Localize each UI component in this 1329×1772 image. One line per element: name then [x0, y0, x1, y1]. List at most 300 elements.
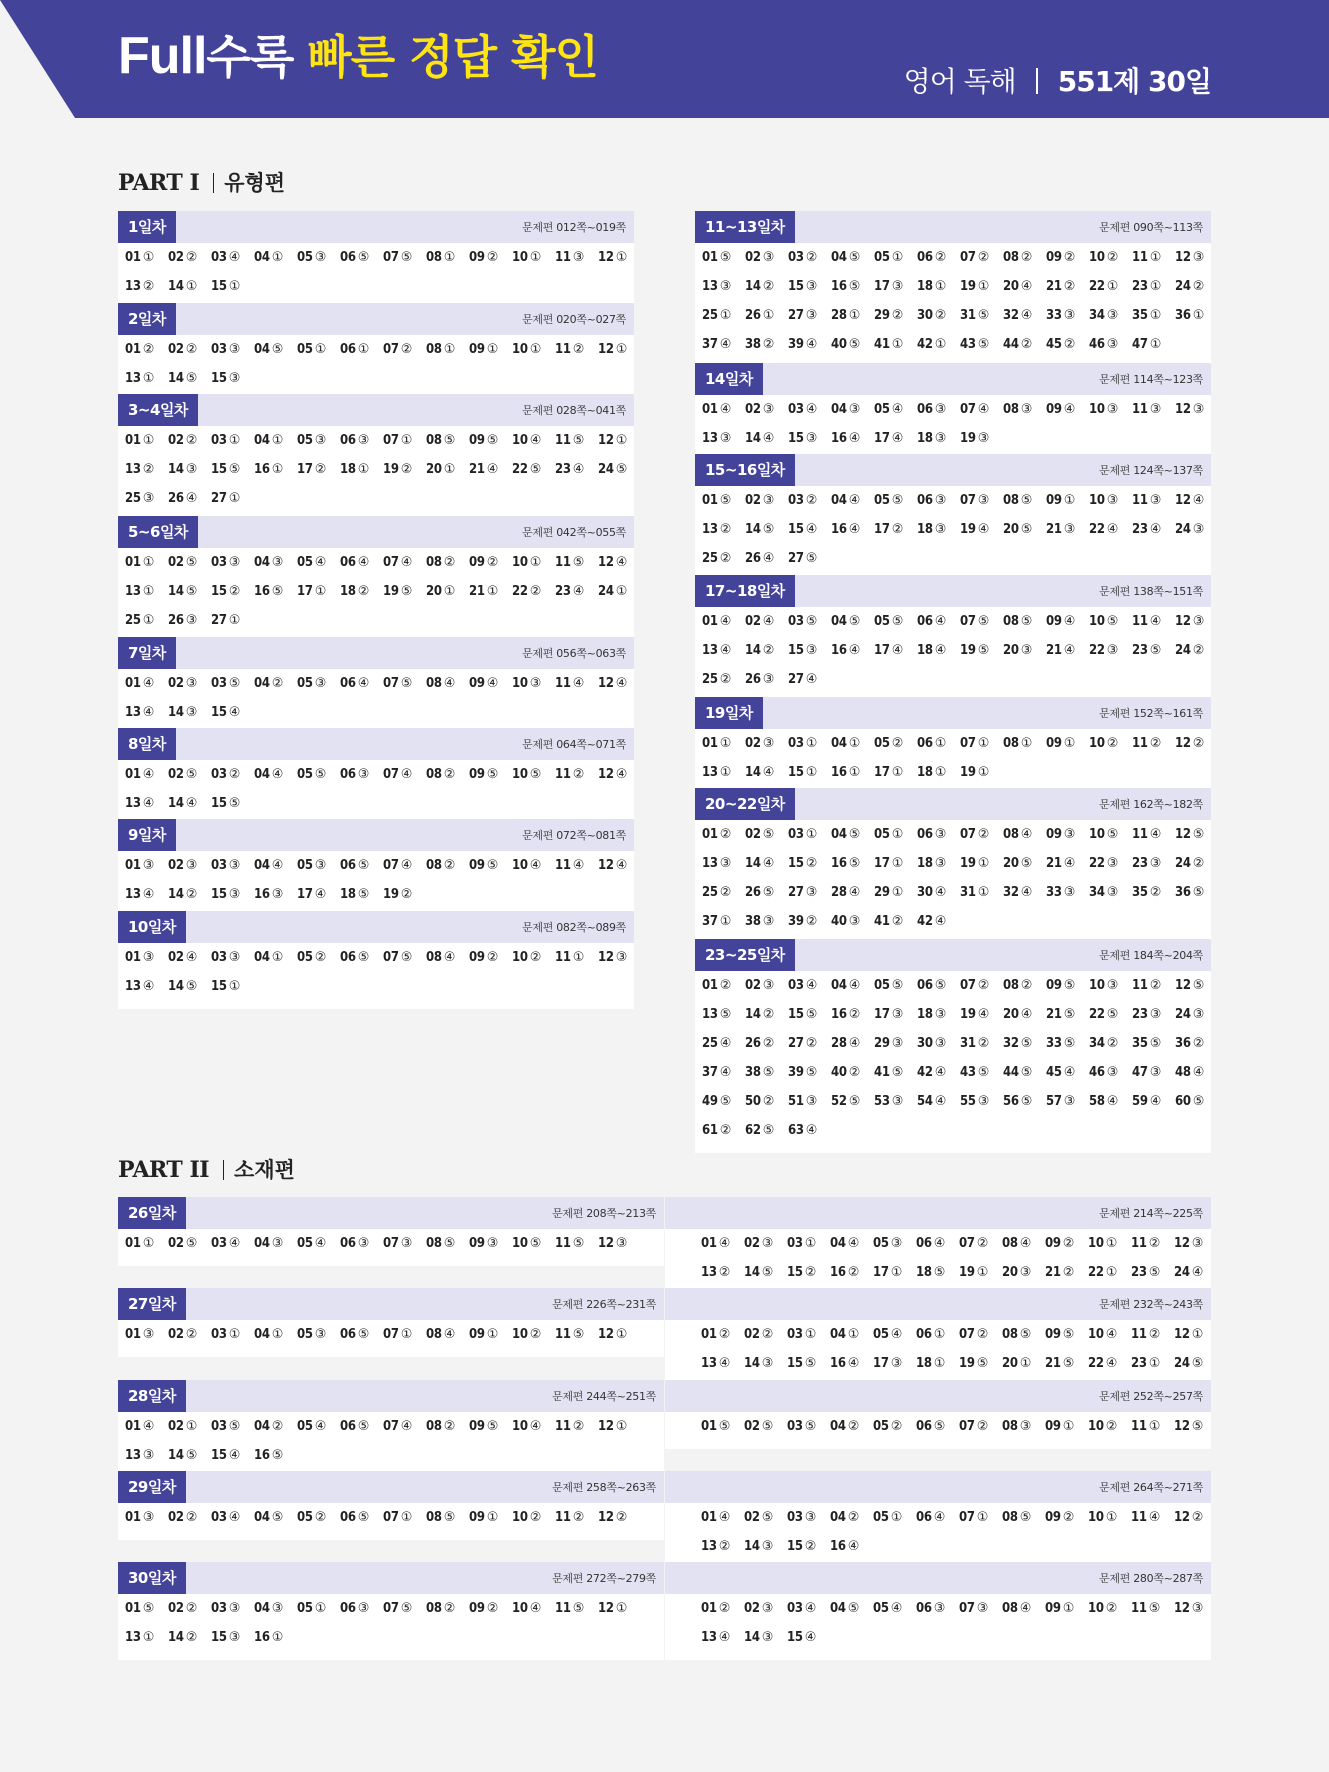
- answer-choice: ⑤: [185, 555, 198, 570]
- answer-item: [168, 1629, 211, 1658]
- answer-choice: ⑤: [572, 555, 585, 570]
- answer-choice: ⑤: [718, 1419, 731, 1434]
- answer-item: [1089, 855, 1132, 884]
- question-number: 01: [701, 1327, 717, 1342]
- answer-choice: ①: [977, 736, 990, 751]
- answer-grid: [118, 243, 634, 309]
- answer-item: [916, 1600, 959, 1629]
- question-number: 27: [211, 613, 227, 628]
- block-header: [665, 1197, 1211, 1229]
- answer-item: [168, 432, 211, 461]
- question-number: 10: [512, 1601, 528, 1616]
- question-number: 09: [1045, 1419, 1061, 1434]
- answer-item: [383, 1509, 426, 1538]
- answer-item: [469, 766, 512, 795]
- answer-block: [118, 303, 634, 401]
- question-number: 06: [916, 1327, 932, 1342]
- question-number: 04: [831, 827, 847, 842]
- answer-choice: ①: [934, 765, 947, 780]
- answer-item: [831, 492, 874, 521]
- answer-choice: ⑤: [228, 796, 241, 811]
- answer-choice: ④: [762, 551, 775, 566]
- answer-item: [1132, 977, 1175, 1006]
- answer-grid: [665, 1229, 1211, 1295]
- answer-choice: ④: [890, 1327, 903, 1342]
- question-number: 13: [702, 856, 718, 871]
- question-number: 01: [125, 858, 141, 873]
- answer-choice: ①: [615, 250, 628, 265]
- answer-choice: ③: [357, 1236, 370, 1251]
- answer-choice: ③: [934, 431, 947, 446]
- question-number: 03: [787, 1236, 803, 1251]
- answer-choice: ③: [762, 914, 775, 929]
- answer-choice: ①: [1063, 736, 1076, 751]
- answer-choice: ③: [719, 431, 732, 446]
- question-number: 53: [874, 1094, 890, 1109]
- question-number: 17: [874, 279, 890, 294]
- question-number: 03: [788, 736, 804, 751]
- question-number: 06: [917, 250, 933, 265]
- answer-item: [873, 1418, 916, 1447]
- answer-choice: ④: [486, 676, 499, 691]
- answer-choice: ③: [933, 1601, 946, 1616]
- answer-item: [788, 401, 831, 430]
- answer-grid: [118, 669, 634, 735]
- question-number: 42: [917, 1065, 933, 1080]
- answer-choice: ⑤: [1063, 1007, 1076, 1022]
- answer-choice: ④: [718, 1630, 731, 1645]
- page-range: 문제편 012쪽~019쪽: [522, 221, 626, 234]
- question-number: 15: [788, 765, 804, 780]
- question-number: 10: [512, 1236, 528, 1251]
- answer-item: [744, 1418, 787, 1447]
- question-number: 15: [211, 279, 227, 294]
- question-number: 08: [426, 950, 442, 965]
- answer-choice: ①: [848, 765, 861, 780]
- question-number: 10: [1088, 1419, 1104, 1434]
- question-number: 09: [469, 858, 485, 873]
- answer-item: [383, 1418, 426, 1447]
- day-label: 9일차: [118, 819, 176, 851]
- answer-item: [469, 341, 512, 370]
- answer-choice: ⑤: [891, 614, 904, 629]
- answer-item: [917, 613, 960, 642]
- answer-item: [297, 554, 340, 583]
- question-number: 19: [959, 1265, 975, 1280]
- answer-choice: ①: [1105, 1265, 1118, 1280]
- answer-item: [959, 1600, 1002, 1629]
- question-number: 12: [1175, 736, 1191, 751]
- question-number: 01: [701, 1419, 717, 1434]
- answer-item: [917, 401, 960, 430]
- answer-choice: ④: [977, 1007, 990, 1022]
- answer-choice: ④: [934, 614, 947, 629]
- answer-choice: ③: [762, 978, 775, 993]
- answer-item: [787, 1235, 830, 1264]
- day-label: 1일차: [118, 211, 176, 243]
- question-number: 41: [874, 337, 890, 352]
- answer-choice: ①: [848, 736, 861, 751]
- answer-choice: ③: [228, 887, 241, 902]
- question-number: 02: [168, 858, 184, 873]
- answer-item: [598, 1600, 641, 1629]
- answer-choice: ⑤: [400, 250, 413, 265]
- question-number: 28: [831, 1036, 847, 1051]
- answer-item: [874, 521, 917, 550]
- question-number: 25: [702, 885, 718, 900]
- question-number: 30: [917, 1036, 933, 1051]
- answer-item: [211, 249, 254, 278]
- answer-choice: ④: [719, 1065, 732, 1080]
- question-number: 47: [1132, 337, 1148, 352]
- answer-item: [125, 1509, 168, 1538]
- answer-item: [959, 1418, 1002, 1447]
- answer-choice: ①: [848, 308, 861, 323]
- answer-choice: ④: [443, 950, 456, 965]
- answer-item: [1089, 1035, 1132, 1064]
- answer-item: [168, 461, 211, 490]
- question-number: 02: [168, 433, 184, 448]
- answer-item: [383, 554, 426, 583]
- answer-choice: ①: [1192, 308, 1205, 323]
- answer-item: [1089, 278, 1132, 307]
- answer-item: [211, 675, 254, 704]
- answer-choice: ⑤: [805, 614, 818, 629]
- answer-choice: ⑤: [1148, 1601, 1161, 1616]
- answer-choice: ⑤: [977, 643, 990, 658]
- question-number: 09: [1045, 1327, 1061, 1342]
- answer-choice: ②: [761, 1327, 774, 1342]
- question-number: 06: [340, 555, 356, 570]
- answer-choice: ⑤: [486, 858, 499, 873]
- answer-choice: ③: [761, 1539, 774, 1554]
- answer-item: [1089, 521, 1132, 550]
- answer-choice: ①: [529, 342, 542, 357]
- answer-choice: ③: [762, 402, 775, 417]
- question-number: 15: [211, 887, 227, 902]
- answer-choice: ②: [486, 555, 499, 570]
- answer-choice: ④: [762, 431, 775, 446]
- answer-item: [1175, 826, 1218, 855]
- question-number: 04: [254, 950, 270, 965]
- answer-item: [701, 1509, 744, 1538]
- question-number: 13: [702, 522, 718, 537]
- answer-item: [1003, 1064, 1046, 1093]
- question-number: 04: [254, 342, 270, 357]
- question-number: 12: [598, 950, 614, 965]
- question-number: 02: [168, 1601, 184, 1616]
- answer-choice: ③: [719, 279, 732, 294]
- answer-choice: ④: [1106, 1094, 1119, 1109]
- answer-choice: ⑤: [529, 1236, 542, 1251]
- answer-choice: ①: [443, 342, 456, 357]
- question-number: 25: [125, 613, 141, 628]
- question-number: 14: [745, 856, 761, 871]
- answer-choice: ③: [1106, 885, 1119, 900]
- answer-item: [340, 1418, 383, 1447]
- answer-item: [788, 249, 831, 278]
- answer-choice: ②: [572, 1419, 585, 1434]
- question-number: 11: [555, 433, 571, 448]
- answer-choice: ③: [762, 736, 775, 751]
- question-number: 32: [1003, 308, 1019, 323]
- question-number: 09: [1046, 978, 1062, 993]
- answer-choice: ②: [762, 643, 775, 658]
- question-number: 03: [211, 950, 227, 965]
- question-number: 10: [1089, 250, 1105, 265]
- answer-item: [917, 1006, 960, 1035]
- question-number: 02: [745, 493, 761, 508]
- question-number: 13: [125, 1630, 141, 1645]
- block-header: [695, 697, 1211, 729]
- answer-choice: ③: [271, 1236, 284, 1251]
- answer-choice: ④: [762, 614, 775, 629]
- question-number: 16: [830, 1539, 846, 1554]
- question-number: 01: [125, 250, 141, 265]
- question-number: 04: [831, 250, 847, 265]
- answer-choice: ④: [1020, 885, 1033, 900]
- question-number: 11: [1131, 1510, 1147, 1525]
- answer-item: [788, 613, 831, 642]
- answer-item: [340, 432, 383, 461]
- question-number: 14: [168, 705, 184, 720]
- question-number: 10: [512, 767, 528, 782]
- answer-item: [125, 675, 168, 704]
- question-number: 33: [1046, 308, 1062, 323]
- question-number: 20: [426, 462, 442, 477]
- question-number: 03: [788, 493, 804, 508]
- answer-item: [1132, 401, 1175, 430]
- answer-choice: ③: [762, 493, 775, 508]
- answer-item: [1046, 521, 1089, 550]
- page-range: 문제편 272쪽~279쪽: [552, 1572, 656, 1585]
- answer-choice: ③: [1149, 856, 1162, 871]
- answer-item: [125, 1235, 168, 1264]
- question-number: 17: [874, 431, 890, 446]
- day-label: 19일차: [695, 697, 763, 729]
- answer-choice: ①: [142, 613, 155, 628]
- block-header: [118, 516, 634, 548]
- answer-choice: ⑤: [1063, 1036, 1076, 1051]
- answer-item: [1132, 336, 1175, 365]
- answer-choice: ⑤: [357, 887, 370, 902]
- answer-choice: ③: [1019, 1419, 1032, 1434]
- answer-item: [1175, 521, 1218, 550]
- answer-item: [512, 249, 555, 278]
- question-number: 02: [744, 1510, 760, 1525]
- question-number: 16: [254, 1448, 270, 1463]
- answer-choice: ②: [847, 1419, 860, 1434]
- answer-item: [469, 857, 512, 886]
- answer-choice: ②: [1106, 250, 1119, 265]
- question-number: 61: [702, 1123, 718, 1138]
- page-range: 문제편 184쪽~204쪽: [1099, 949, 1203, 962]
- question-number: 06: [340, 342, 356, 357]
- answer-choice: ④: [142, 767, 155, 782]
- question-number: 19: [960, 856, 976, 871]
- question-number: 08: [426, 676, 442, 691]
- question-number: 01: [125, 950, 141, 965]
- question-number: 18: [916, 1356, 932, 1371]
- answer-grid: [665, 1412, 1211, 1449]
- answer-choice: ②: [529, 1510, 542, 1525]
- answer-choice: ⑤: [805, 1007, 818, 1022]
- question-number: 01: [125, 342, 141, 357]
- answer-item: [211, 766, 254, 795]
- answer-choice: ①: [400, 1510, 413, 1525]
- question-number: 06: [917, 614, 933, 629]
- question-number: 22: [1089, 279, 1105, 294]
- question-number: 19: [959, 1356, 975, 1371]
- answer-item: [168, 675, 211, 704]
- question-number: 01: [702, 827, 718, 842]
- answer-item: [383, 1235, 426, 1264]
- question-number: 30: [917, 885, 933, 900]
- question-number: 10: [512, 342, 528, 357]
- answer-choice: ③: [228, 1601, 241, 1616]
- question-number: 03: [211, 1236, 227, 1251]
- answer-item: [254, 461, 297, 490]
- answer-item: [1132, 492, 1175, 521]
- answer-choice: ⑤: [529, 767, 542, 782]
- page-range: 문제편 124쪽~137쪽: [1099, 464, 1203, 477]
- answer-item: [831, 977, 874, 1006]
- answer-item: [512, 1509, 555, 1538]
- answer-choice: ④: [142, 796, 155, 811]
- question-number: 05: [297, 676, 313, 691]
- answer-grid: [695, 820, 1211, 944]
- question-number: 06: [340, 1510, 356, 1525]
- answer-item: [340, 857, 383, 886]
- answer-item: [1089, 1064, 1132, 1093]
- question-number: 22: [512, 462, 528, 477]
- answer-choice: ③: [228, 858, 241, 873]
- answer-choice: ①: [805, 736, 818, 751]
- answer-item: [1175, 1064, 1218, 1093]
- answer-item: [254, 1235, 297, 1264]
- question-number: 06: [340, 1419, 356, 1434]
- answer-item: [702, 401, 745, 430]
- answer-choice: ③: [761, 1630, 774, 1645]
- block-header: [695, 939, 1211, 971]
- question-number: 16: [254, 584, 270, 599]
- answer-item: [916, 1418, 959, 1447]
- question-number: 22: [1089, 522, 1105, 537]
- answer-choice: ②: [228, 584, 241, 599]
- answer-item: [745, 1122, 788, 1151]
- question-number: 15: [787, 1539, 803, 1554]
- question-number: 16: [254, 1630, 270, 1645]
- answer-choice: ②: [615, 1510, 628, 1525]
- answer-item: [788, 735, 831, 764]
- question-number: 11: [1132, 402, 1148, 417]
- answer-item: [1175, 278, 1218, 307]
- question-number: 17: [874, 643, 890, 658]
- answer-choice: ②: [486, 1601, 499, 1616]
- question-number: 14: [168, 1630, 184, 1645]
- question-number: 57: [1046, 1094, 1062, 1109]
- answer-choice: ④: [529, 433, 542, 448]
- question-number: 10: [512, 1510, 528, 1525]
- answer-item: [512, 675, 555, 704]
- answer-item: [917, 278, 960, 307]
- question-number: 03: [211, 433, 227, 448]
- question-number: 05: [874, 402, 890, 417]
- answer-choice: ⑤: [1020, 522, 1033, 537]
- question-number: 13: [125, 1448, 141, 1463]
- answer-choice: ④: [848, 643, 861, 658]
- answer-choice: ④: [934, 1094, 947, 1109]
- answer-choice: ②: [762, 1094, 775, 1109]
- answer-choice: ④: [719, 402, 732, 417]
- question-number: 22: [1089, 856, 1105, 871]
- answer-item: [1046, 336, 1089, 365]
- question-number: 18: [340, 887, 356, 902]
- question-number: 40: [831, 337, 847, 352]
- answer-item: [168, 554, 211, 583]
- question-number: 27: [788, 551, 804, 566]
- answer-choice: ③: [486, 1236, 499, 1251]
- answer-item: [598, 1509, 641, 1538]
- question-number: 13: [702, 643, 718, 658]
- answer-item: [788, 278, 831, 307]
- answer-choice: ③: [719, 856, 732, 871]
- block-header: [118, 1562, 664, 1594]
- answer-choice: ④: [486, 462, 499, 477]
- answer-choice: ②: [486, 950, 499, 965]
- question-number: 39: [788, 914, 804, 929]
- answer-choice: ④: [1192, 493, 1205, 508]
- answer-choice: ④: [1192, 1065, 1205, 1080]
- answer-item: [873, 1235, 916, 1264]
- answer-choice: ⑤: [185, 371, 198, 386]
- answer-choice: ④: [615, 858, 628, 873]
- answer-item: [830, 1509, 873, 1538]
- answer-choice: ④: [933, 1236, 946, 1251]
- question-number: 19: [960, 522, 976, 537]
- question-number: 18: [917, 765, 933, 780]
- question-number: 15: [211, 705, 227, 720]
- question-number: 07: [960, 250, 976, 265]
- answer-choice: ①: [529, 555, 542, 570]
- answer-choice: ②: [976, 1419, 989, 1434]
- question-number: 21: [1046, 643, 1062, 658]
- answer-item: [297, 1418, 340, 1447]
- answer-choice: ①: [934, 279, 947, 294]
- day-label: 8일차: [118, 728, 176, 760]
- answer-choice: ⑤: [762, 1065, 775, 1080]
- answer-choice: ④: [804, 1601, 817, 1616]
- answer-choice: ①: [1105, 1510, 1118, 1525]
- answer-item: [512, 857, 555, 886]
- answer-item: [1131, 1235, 1174, 1264]
- answer-choice: ②: [1062, 1236, 1075, 1251]
- question-number: 06: [916, 1419, 932, 1434]
- answer-choice: ③: [891, 1036, 904, 1051]
- question-number: 26: [745, 551, 761, 566]
- question-number: 26: [745, 308, 761, 323]
- answer-choice: ②: [1105, 1419, 1118, 1434]
- answer-item: [168, 583, 211, 612]
- question-number: 10: [512, 250, 528, 265]
- answer-choice: ①: [719, 914, 732, 929]
- answer-choice: ④: [1063, 643, 1076, 658]
- answer-item: [831, 1093, 874, 1122]
- question-number: 19: [383, 462, 399, 477]
- block-header: [118, 637, 634, 669]
- answer-choice: ②: [400, 887, 413, 902]
- question-number: 16: [831, 765, 847, 780]
